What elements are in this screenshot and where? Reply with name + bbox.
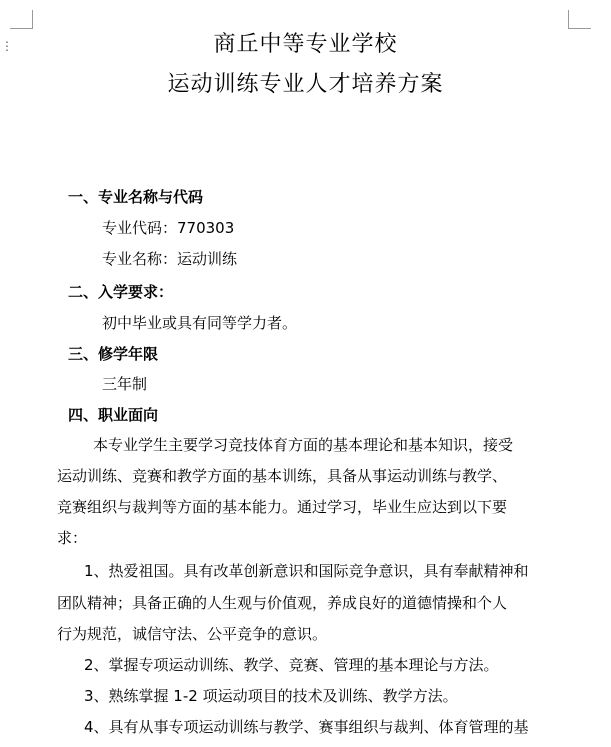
drag-handle-icon[interactable]: ⋮ [1, 39, 13, 53]
requirement-item-4: 4、具有从事专项运动训练与教学、赛事组织与裁判、体育管理的基 [84, 718, 529, 736]
section-heading-duration: 三、修学年限 [68, 345, 159, 363]
requirement-item-1-line: 1、热爱祖国。具有改革创新意识和国际竞争意识，具有奉献精神和 [84, 562, 529, 580]
section-heading-career: 四、职业面向 [68, 406, 159, 424]
requirement-item-3: 3、熟练掌握 1-2 项运动项目的技术及训练、教学方法。 [84, 687, 458, 705]
page-corner-mark-top-left [10, 10, 33, 29]
admission-requirement-text: 初中毕业或具有同等学力者。 [102, 314, 298, 332]
requirement-item-1-line: 团队精神；具备正确的人生观与价值观，养成良好的道德情操和个人 [57, 594, 508, 612]
document-title-program: 运动训练专业人才培养方案 [167, 72, 444, 97]
major-name-line: 专业名称：运动训练 [102, 250, 238, 268]
career-intro-line: 求： [57, 529, 88, 547]
requirement-item-2: 2、掌握专项运动训练、教学、竞赛、管理的基本理论与方法。 [84, 656, 499, 674]
career-intro-line: 本专业学生主要学习竞技体育方面的基本理论和基本知识，接受 [93, 436, 514, 454]
document-title-school: 商丘中等专业学校 [213, 32, 398, 57]
career-intro-line: 竞赛组织与裁判等方面的基本能力。通过学习，毕业生应达到以下要 [57, 498, 508, 516]
section-heading-major-name-code: 一、专业名称与代码 [68, 188, 204, 206]
major-code-line: 专业代码：770303 [102, 219, 235, 237]
career-intro-line: 运动训练、竞赛和教学方面的基本训练，具备从事运动训练与教学、 [57, 467, 508, 485]
requirement-item-1-line: 行为规范，诚信守法、公平竞争的意识。 [57, 625, 328, 643]
section-heading-admission: 二、入学要求： [68, 283, 174, 301]
duration-text: 三年制 [102, 375, 148, 393]
page-corner-mark-top-right [568, 10, 591, 29]
